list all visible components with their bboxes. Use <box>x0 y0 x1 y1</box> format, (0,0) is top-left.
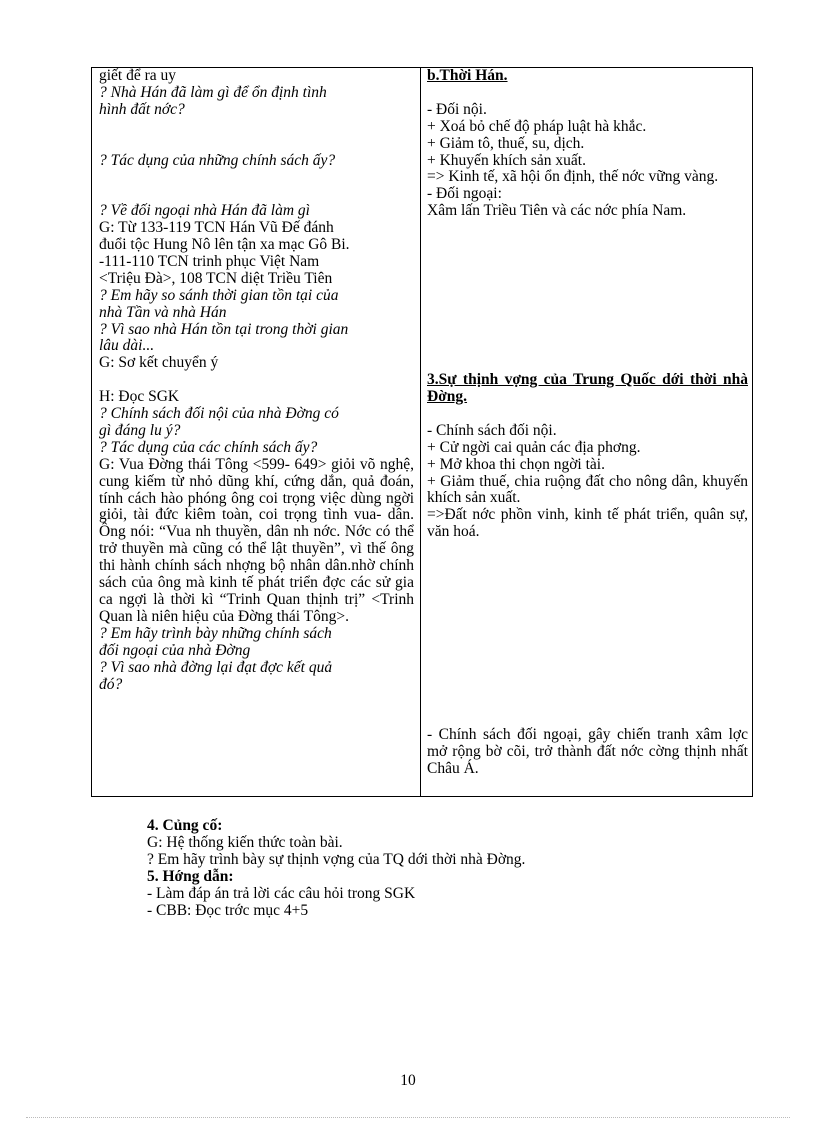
content-line: => Kinh tế, xã hội ổn định, thế nớc vững vàng. <box>427 168 719 186</box>
lesson-summary <box>147 818 747 919</box>
activity-line: đuổi tộc Hung Nô lên tận xa mạc Gô Bi. <box>99 236 350 253</box>
summary-line: - CBB: Đọc trớc mục 4+5 <box>147 901 309 919</box>
content-line: + Xoá bỏ chế độ pháp luật hà khắc. <box>427 117 647 135</box>
summary-line: G: Hệ thống kiến thức toàn bài. <box>147 833 343 851</box>
content-line <box>427 693 748 710</box>
activity-line: giết để ra uy <box>99 67 177 84</box>
content-line <box>427 659 748 676</box>
activity-line: hình đất nớc? <box>99 100 185 118</box>
content-line <box>427 338 748 355</box>
content-line: - Đối ngoại: <box>427 185 502 203</box>
summary-line: 4. Củng cố: <box>147 817 223 834</box>
content-line <box>427 321 748 338</box>
summary-line: 5. Hớng dẫn: <box>147 867 234 885</box>
page-number: 10 <box>400 1072 416 1089</box>
activity-line: -111-110 TCN trinh phục Việt Nam <box>99 252 320 270</box>
activity-line: G: Vua Đờng thái Tông <599- 649> giỏi võ nghệ, cung kiếm từ nhỏ dũng khí, cứng dắn, quả đoán, tính cách hào phóng ông coi trọng việc dùng ngời giỏi, tài đức kiêm toàn, coi trọng tình vua- dân. Ông nói: “Vua nh thuyền, dân nh nớc. Nớc có thể trở thuyền mà cũng có thể lật thuyền”, vì thế ông thi hành chính sách nhợng bộ nhân dân.nhờ chính sách của ông mà kinh tế phát triển đợc các sử gia ca ngợi là thời kì “Trinh Quan thịnh trị” <Trinh Quan là niên hiệu của Đờng thái Tông>. <box>99 455 414 625</box>
content-line <box>427 541 748 558</box>
content-line: + Giảm tô, thuế, su, dịch. <box>427 134 585 152</box>
activity-line: đối ngoại của nhà Đờng <box>99 641 251 659</box>
content-line: - Chính sách đối ngoại, gây chiến tranh xâm lợc mở rộng bờ cõi, trở thành đất nớc cờng thịnh nhất Châu Á. <box>427 726 748 777</box>
content-line: b.Thời Hán. <box>427 67 508 84</box>
activity-line: <Triệu Đà>, 108 TCN diệt Triều Tiên <box>99 269 333 287</box>
content-line <box>427 710 748 727</box>
activity-line: lâu dài... <box>99 337 155 355</box>
content-line: + Cử ngời cai quản các địa phơng. <box>427 438 641 456</box>
content-column <box>427 68 748 778</box>
content-line <box>427 237 748 254</box>
activity-line: ? Tác dụng của những chính sách ấy? <box>99 151 336 169</box>
activity-line <box>99 169 414 186</box>
content-line <box>427 271 748 288</box>
content-line <box>427 406 748 423</box>
content-line: + Giảm thuế, chia ruộng đất cho nông dân, khuyến khích sản xuất. <box>427 472 748 507</box>
content-line: - Đối nội. <box>427 100 487 118</box>
lesson-table <box>91 67 753 797</box>
activity-line <box>99 136 414 153</box>
content-line <box>427 575 748 592</box>
content-line <box>427 305 748 322</box>
activities-column <box>99 68 414 693</box>
content-line: =>Đất nớc phồn vinh, kinh tế phát triển, quân sự, văn hoá. <box>427 506 748 541</box>
activity-line: ? Em hãy so sánh thời gian tồn tại của <box>99 286 339 304</box>
activity-line: G: Từ 133-119 TCN Hán Vũ Đế đánh <box>99 219 334 237</box>
page-edge <box>26 1117 790 1118</box>
content-line <box>427 355 748 372</box>
activity-line: ? Nhà Hán đã làm gì để ổn định tình <box>99 83 327 101</box>
content-line <box>427 288 748 305</box>
content-line <box>427 643 748 660</box>
content-line <box>427 592 748 609</box>
activity-line: G: Sơ kết chuyển ý <box>99 354 219 372</box>
content-line: Xâm lấn Triều Tiên và các nớc phía Nam. <box>427 202 687 220</box>
content-line: 3.Sự thịnh vợng của Trung Quốc dới thời nhà Đờng. <box>427 371 748 406</box>
content-line: - Chính sách đối nội. <box>427 421 557 439</box>
content-line: + Khuyến khích sản xuất. <box>427 151 586 169</box>
activity-line: ? Chính sách đối nội của nhà Đờng có <box>99 405 339 423</box>
activity-line <box>99 186 414 203</box>
activity-line: ? Về đối ngoại nhà Hán đã làm gì <box>99 202 310 220</box>
content-line <box>427 220 748 237</box>
activity-line: đó? <box>99 675 123 693</box>
content-line <box>427 626 748 643</box>
content-line <box>427 254 748 271</box>
content-line <box>427 85 748 102</box>
activity-line: ? Vì sao nhà đờng lại đạt đợc kết quả <box>99 658 333 676</box>
activity-line: ? Vì sao nhà Hán tồn tại trong thời gian <box>99 320 349 338</box>
activity-line: ? Tác dụng của các chính sách ấy? <box>99 438 318 456</box>
summary-line: - Làm đáp án trả lời các câu hỏi trong SGK <box>147 884 416 902</box>
activity-line: gì đáng lu ý? <box>99 421 181 439</box>
content-line <box>427 609 748 626</box>
activity-line <box>99 119 414 136</box>
content-line <box>427 676 748 693</box>
content-line <box>427 558 748 575</box>
activity-line: nhà Tần và nhà Hán <box>99 303 227 321</box>
activity-line: ? Em hãy trình bày những chính sách <box>99 624 332 642</box>
activity-line: H: Đọc SGK <box>99 388 180 406</box>
content-line: + Mở khoa thi chọn ngời tài. <box>427 455 605 473</box>
column-divider <box>420 68 421 796</box>
summary-line: ? Em hãy trình bày sự thịnh vợng của TQ dới thời nhà Đờng. <box>147 850 526 868</box>
activity-line <box>99 372 414 389</box>
